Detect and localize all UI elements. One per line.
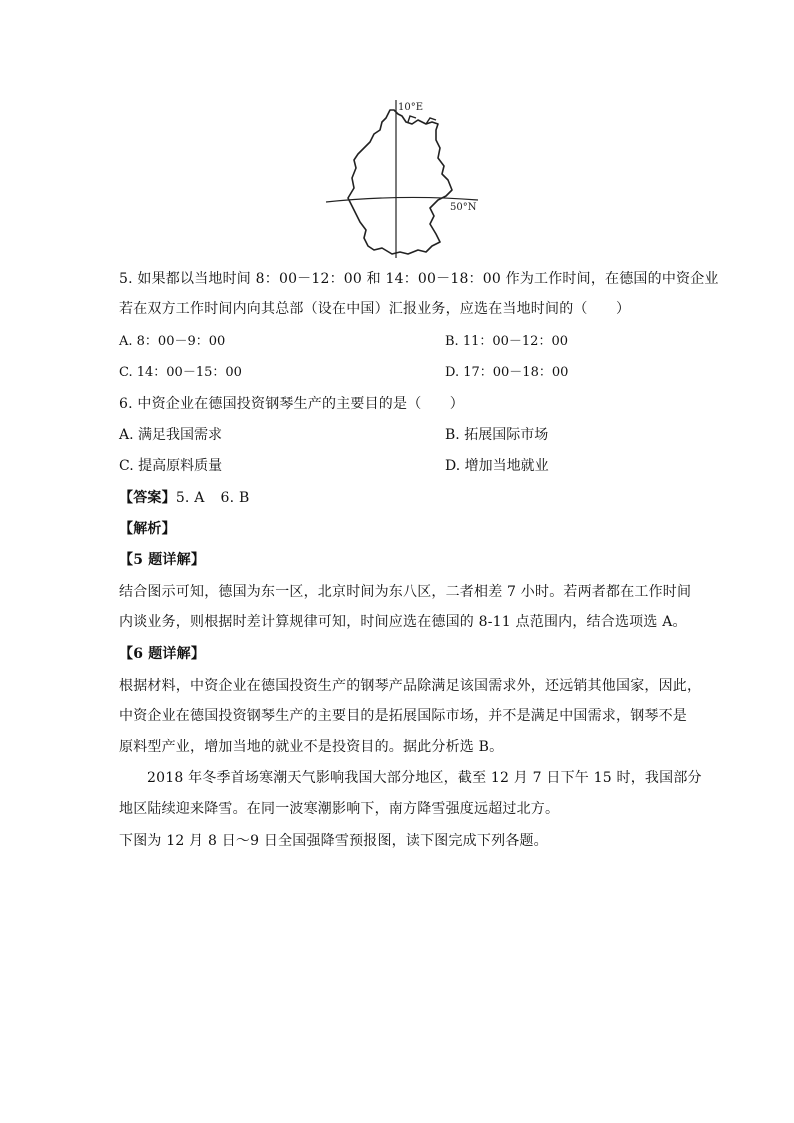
detail6-title: 【6 题详解】 xyxy=(119,646,206,662)
parallel-label: 50°N xyxy=(450,202,477,213)
q6-stem: 6. 中资企业在德国投资钢琴生产的主要目的是（ ） xyxy=(119,396,465,412)
answer-6: 6. B xyxy=(220,490,250,506)
detail5-line1: 结合图示可知，德国为东一区，北京时间为东八区，二者相差 7 小时。若两者都在工作时间 xyxy=(119,584,692,600)
q6-option-d[interactable]: D. 增加当地就业 xyxy=(445,458,549,474)
detail6-line3: 原料型产业，增加当地的就业不是投资目的。据此分析选 B。 xyxy=(119,739,504,755)
q6-option-a[interactable]: A. 满足我国需求 xyxy=(119,427,223,443)
analysis-title: 【解析】 xyxy=(119,521,176,537)
germany-outline xyxy=(348,110,452,254)
q5-option-a[interactable]: A. 8：00－9：00 xyxy=(119,334,226,349)
q6-option-c[interactable]: C. 提高原料质量 xyxy=(119,458,223,474)
answer-5: 5. A xyxy=(175,490,205,506)
meridian-label: 10°E xyxy=(398,102,424,113)
answer-label: 【答案】 xyxy=(119,490,176,506)
passage-line3: 下图为 12 月 8 日～9 日全国强降雪预报图，读下图完成下列各题。 xyxy=(119,833,548,849)
q5-option-c[interactable]: C. 14：00－15：00 xyxy=(119,365,242,380)
detail6-line1: 根据材料，中资企业在德国投资生产的钢琴产品除满足该国需求外，还远销其他国家，因此， xyxy=(119,678,702,694)
germany-map xyxy=(322,96,482,261)
detail5-title: 【5 题详解】 xyxy=(119,552,206,568)
q6-option-b[interactable]: B. 拓展国际市场 xyxy=(445,427,549,443)
q5-option-d[interactable]: D. 17：00－18：00 xyxy=(445,365,569,380)
q5-stem-line1: 5. 如果都以当地时间 8：00－12：00 和 14：00－18：00 作为工作时间，在德国的中资企业 xyxy=(119,271,719,287)
q5-option-b[interactable]: B. 11：00－12：00 xyxy=(445,334,568,349)
q5-stem-line2: 若在双方工作时间内向其总部（设在中国）汇报业务，应选在当地时间的（ ） xyxy=(119,301,631,317)
detail6-line2: 中资企业在德国投资钢琴生产的主要目的是拓展国际市场，并不是满足中国需求，钢琴不是 xyxy=(119,708,687,724)
passage-line2: 地区陆续迎来降雪。在同一波寒潮影响下，南方降雪强度远超过北方。 xyxy=(119,801,560,817)
answer-row xyxy=(119,489,249,507)
passage-line1: 2018 年冬季首场寒潮天气影响我国大部分地区，截至 12 月 7 日下午 15 时，我国部分 xyxy=(147,770,702,786)
detail5-line2: 内谈业务，则根据时差计算规律可知，时间应选在德国的 8-11 点范围内，结合选项选 A。 xyxy=(119,614,687,630)
